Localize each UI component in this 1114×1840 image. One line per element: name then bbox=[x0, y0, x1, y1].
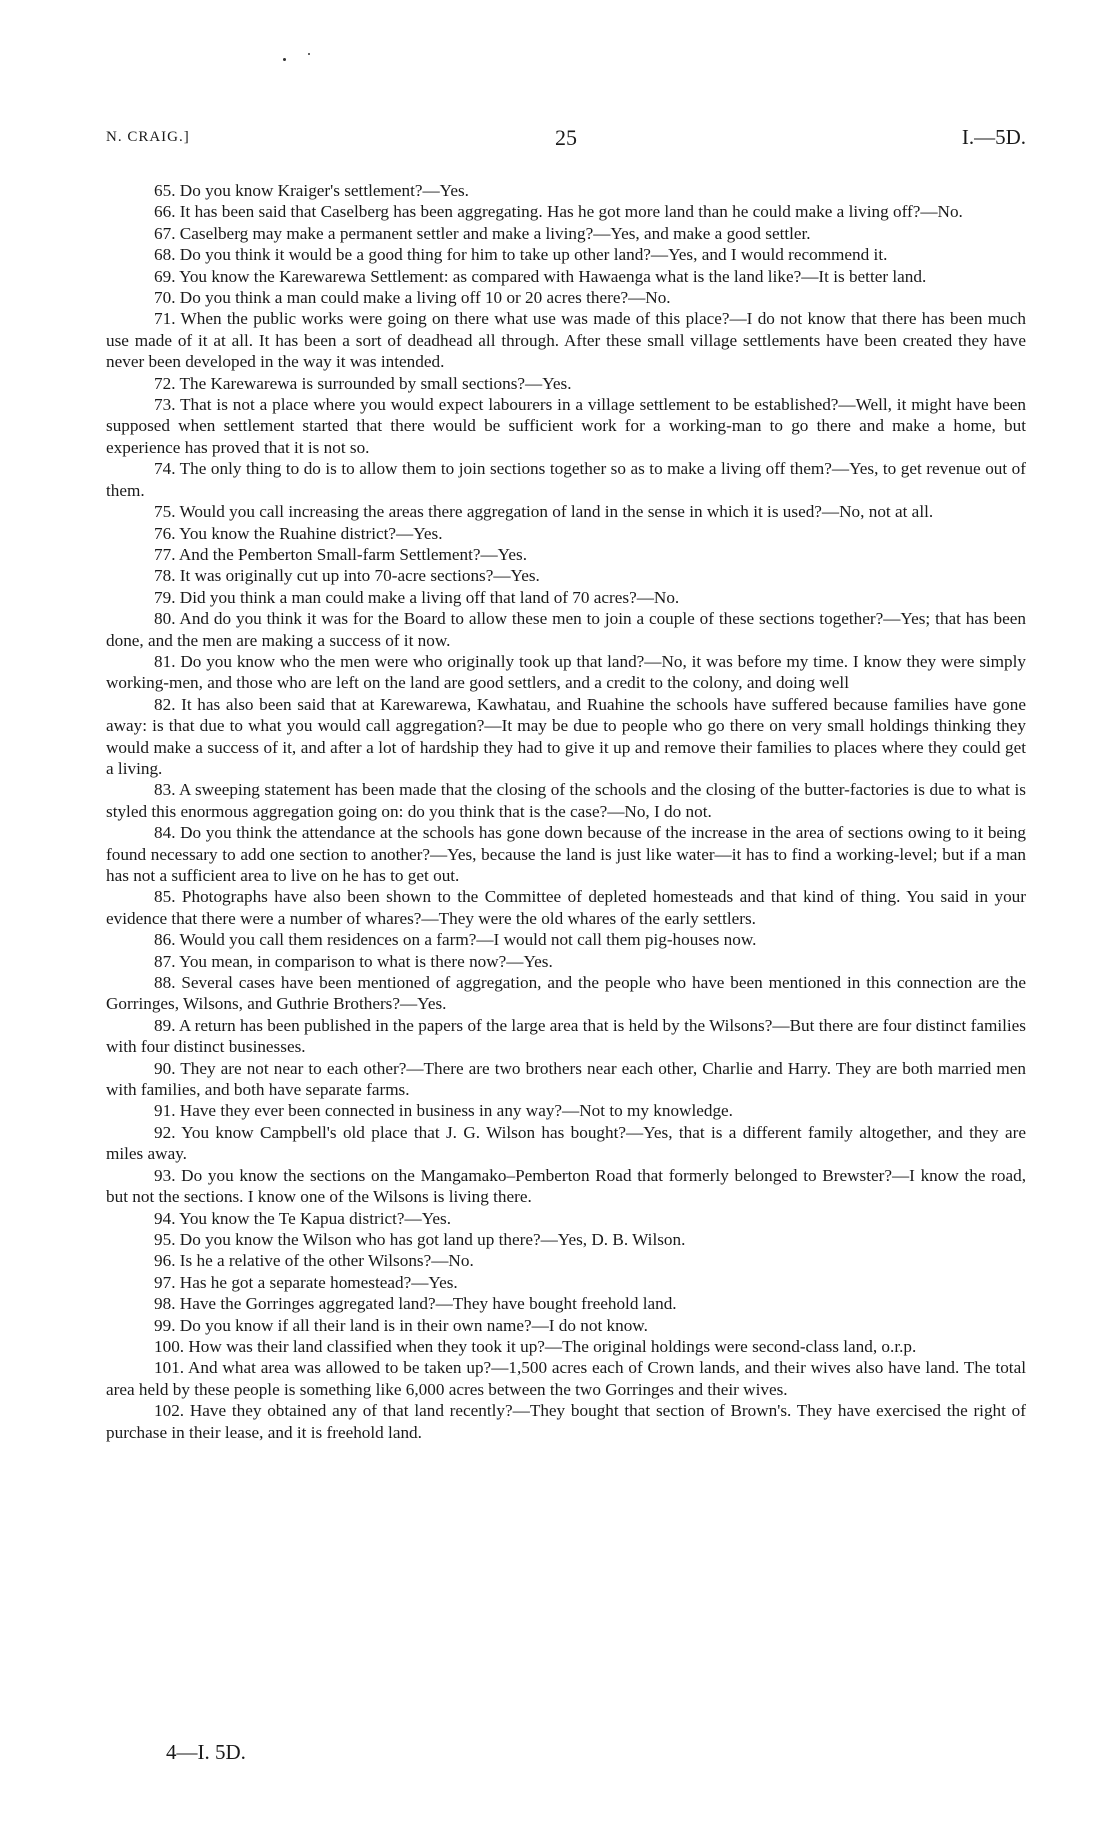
testimony-body bbox=[106, 180, 1026, 1443]
question-answer-paragraph: 93. Do you know the sections on the Mangamako–Pemberton Road that formerly belonged to Brewster?—I know the road, but not the sections. I know one of the Wilsons is living there. bbox=[106, 1165, 1026, 1207]
question-answer-paragraph: 97. Has he got a separate homestead?—Yes. bbox=[154, 1272, 458, 1292]
question-answer-paragraph: 92. You know Campbell's old place that J. G. Wilson has bought?—Yes, that is a different family altogether, and they are miles away. bbox=[106, 1122, 1026, 1164]
question-answer-paragraph: 88. Several cases have been mentioned of aggregation, and the people who have been mentioned in this connection are the Gorringes, Wilsons, and Guthrie Brothers?—Yes. bbox=[106, 973, 1026, 1014]
question-answer-paragraph: 75. Would you call increasing the areas there aggregation of land in the sense in which it is used?—No, not at all. bbox=[154, 502, 934, 522]
question-answer-paragraph: 83. A sweeping statement has been made that the closing of the schools and the closing of the butter-factories is due to what is styled this enormous aggregation going on: do you think that is the case?—No, I do not. bbox=[106, 780, 1026, 821]
question-answer-paragraph: 90. They are not near to each other?—There are two brothers near each other, Charlie and Harry. They are both married men with families, and both have separate farms. bbox=[106, 1058, 1026, 1100]
question-answer-paragraph: 101. And what area was allowed to be taken up?—1,500 acres each of Crown lands, and their wives also have land. The total area held by these people is something like 6,000 acres between the two Gorringes and their wives. bbox=[106, 1358, 1026, 1399]
question-answer-paragraph: 100. How was their land classified when they took it up?—The original holdings were second-class land, o.r.p. bbox=[154, 1336, 917, 1356]
question-answer-paragraph: 73. That is not a place where you would expect labourers in a village settlement to be established?—Well, it might have been supposed when settlement started that there would be sufficient work for a working-man to go there and make a home, but experience has proved that it is not so. bbox=[106, 395, 1026, 457]
question-answer-paragraph: 91. Have they ever been connected in business in any way?—Not to my knowledge. bbox=[154, 1101, 733, 1121]
document-reference: I.—5D. bbox=[961, 125, 1026, 149]
question-answer-paragraph: 81. Do you know who the men were who originally took up that land?—No, it was before my time. I know they were simply working-men, and those who are left on the land are good settlers, and a credit to the colony, and doing well bbox=[106, 651, 1026, 693]
question-answer-paragraph: 87. You mean, in comparison to what is there now?—Yes. bbox=[154, 951, 553, 971]
question-answer-paragraph: 86. Would you call them residences on a farm?—I would not call them pig-houses now. bbox=[154, 930, 757, 950]
question-answer-paragraph: 67. Caselberg may make a permanent settler and make a living?—Yes, and make a good settler. bbox=[154, 223, 811, 243]
ink-speck bbox=[283, 58, 286, 61]
question-answer-paragraph: 80. And do you think it was for the Board to allow these men to join a couple of these sections together?—Yes; that has been done, and the men are making a success of it now. bbox=[106, 609, 1026, 650]
question-answer-paragraph: 69. You know the Karewarewa Settlement: as compared with Hawaenga what is the land like?—It is better land. bbox=[154, 266, 927, 286]
footer-signature: 4—I. 5D. bbox=[166, 1740, 246, 1764]
question-answer-paragraph: 82. It has also been said that at Karewarewa, Kawhatau, and Ruahine the schools have suffered because families have gone away: is that due to what you would call aggregation?—It may be due to people who go there on very small holdings thinking they would make a success of it, and after a lot of hardship they had to give it up and remove their families to places where they could get a living. bbox=[106, 694, 1026, 778]
page-number: 25 bbox=[555, 125, 577, 150]
question-answer-paragraph: 72. The Karewarewa is surrounded by small sections?—Yes. bbox=[154, 373, 572, 393]
question-answer-paragraph: 99. Do you know if all their land is in their own name?—I do not know. bbox=[154, 1315, 648, 1335]
question-answer-paragraph: 68. Do you think it would be a good thing for him to take up other land?—Yes, and I would recommend it. bbox=[154, 245, 888, 265]
question-answer-paragraph: 71. When the public works were going on there what use was made of this place?—I do not know that there has been much use made of it at all. It has been a sort of deadhead all through. After these small village settlements have been created they have never been developed in the way it was intended. bbox=[106, 309, 1026, 372]
question-answer-paragraph: 78. It was originally cut up into 70-acre sections?—Yes. bbox=[154, 566, 540, 586]
page-header bbox=[106, 125, 1026, 155]
ink-speck bbox=[308, 53, 310, 55]
question-answer-paragraph: 94. You know the Te Kapua district?—Yes. bbox=[154, 1208, 452, 1228]
question-answer-paragraph: 96. Is he a relative of the other Wilsons?—No. bbox=[154, 1251, 474, 1271]
witness-name: N. CRAIG.] bbox=[106, 129, 190, 145]
question-answer-paragraph: 98. Have the Gorringes aggregated land?—They have bought freehold land. bbox=[154, 1294, 677, 1314]
question-answer-paragraph: 102. Have they obtained any of that land recently?—They bought that section of Brown's. They have exercised the right of purchase in their lease, and it is freehold land. bbox=[106, 1401, 1026, 1442]
question-answer-paragraph: 65. Do you know Kraiger's settlement?—Yes. bbox=[154, 181, 469, 200]
question-answer-paragraph: 66. It has been said that Caselberg has been aggregating. Has he got more land than he could make a living off?—No. bbox=[154, 202, 963, 222]
question-answer-paragraph: 84. Do you think the attendance at the schools has gone down because of the increase in the area of sections owing to it being found necessary to add one section to another?—Yes, because the land is just like water—it has to find a working-level; but if a man has not a sufficient area to live on he has to get out. bbox=[106, 823, 1026, 885]
question-answer-paragraph: 70. Do you think a man could make a living off 10 or 20 acres there?—No. bbox=[154, 288, 671, 308]
question-answer-paragraph: 79. Did you think a man could make a living off that land of 70 acres?—No. bbox=[154, 587, 680, 607]
question-answer-paragraph: 76. You know the Ruahine district?—Yes. bbox=[154, 523, 443, 543]
question-answer-paragraph: 85. Photographs have also been shown to the Committee of depleted homesteads and that kind of thing. You said in your evidence that there were a number of whares?—They were the old whares of the early settlers. bbox=[106, 887, 1026, 928]
question-answer-paragraph: 74. The only thing to do is to allow them to join sections together so as to make a living off them?—Yes, to get revenue out of them. bbox=[106, 459, 1026, 500]
question-answer-paragraph: 95. Do you know the Wilson who has got land up there?—Yes, D. B. Wilson. bbox=[154, 1229, 686, 1249]
question-answer-paragraph: 77. And the Pemberton Small-farm Settlement?—Yes. bbox=[154, 544, 527, 564]
question-answer-paragraph: 89. A return has been published in the papers of the large area that is held by the Wilsons?—But there are four distinct families with four distinct businesses. bbox=[106, 1015, 1026, 1057]
